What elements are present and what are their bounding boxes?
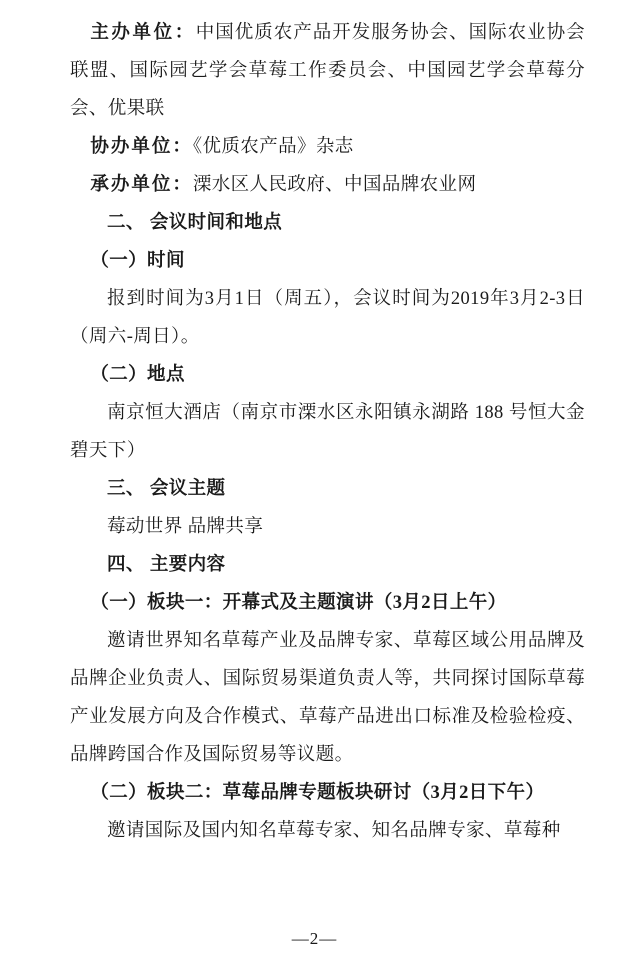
paragraph-text: （一）板块一：开幕式及主题演讲（3月2日上午） [90,593,507,613]
paragraph-indent [70,280,585,356]
paragraph-subheading [70,356,585,394]
paragraph-subheading [70,584,585,622]
paragraph-text: 中国优质农产品开发服务协会、国际农业协会联盟、国际园艺学会草莓工作委员会、中国园艺学会草莓分会、优果联 [70,23,585,119]
paragraph-text: （二）板块二：草莓品牌专题板块研讨（3月2日下午） [90,783,545,803]
paragraph-subheading [70,242,585,280]
paragraph-text: 报到时间为3月1日（周五），会议时间为2019年3月2-3日（周六-周日）。 [70,289,585,347]
paragraph-indent [70,812,585,850]
paragraph-label: 主办单位： [90,23,196,43]
paragraph-heading [70,204,585,242]
paragraph-org [70,166,585,204]
paragraph-indent [70,622,585,774]
page-number: —2— [291,929,338,948]
paragraph-org [70,14,585,128]
paragraph-indent [70,394,585,470]
paragraph-org [70,128,585,166]
document-body [70,14,585,850]
paragraph-text: 二、 会议时间和地点 [107,213,283,233]
paragraph-label: 协办单位： [90,137,193,157]
paragraph-indent [70,508,585,546]
paragraph-heading [70,470,585,508]
paragraph-text: （一）时间 [90,251,185,271]
paragraph-label: 承办单位： [90,175,193,195]
paragraph-subheading [70,774,585,812]
paragraph-heading [70,546,585,584]
paragraph-text: 溧水区人民政府、中国品牌农业网 [192,175,477,195]
paragraph-text: 南京恒大酒店（南京市溧水区永阳镇永湖路 188 号恒大金碧天下） [70,403,585,461]
paragraph-text: 莓动世界 品牌共享 [107,517,264,537]
paragraph-text: （二）地点 [90,365,185,385]
paragraph-text: 邀请国际及国内知名草莓专家、知名品牌专家、草莓种 [107,821,561,841]
paragraph-text: 四、 主要内容 [107,555,226,575]
paragraph-text: 三、 会议主题 [107,479,226,499]
paragraph-text: 邀请世界知名草莓产业及品牌专家、草莓区域公用品牌及品牌企业负责人、国际贸易渠道负责人等，共同探讨国际草莓产业发展方向及合作模式、草莓产品进出口标准及检验检疫、品牌跨国合作及国际贸易等议题。 [70,631,585,765]
paragraph-text: 《优质农产品》杂志 [192,137,354,157]
